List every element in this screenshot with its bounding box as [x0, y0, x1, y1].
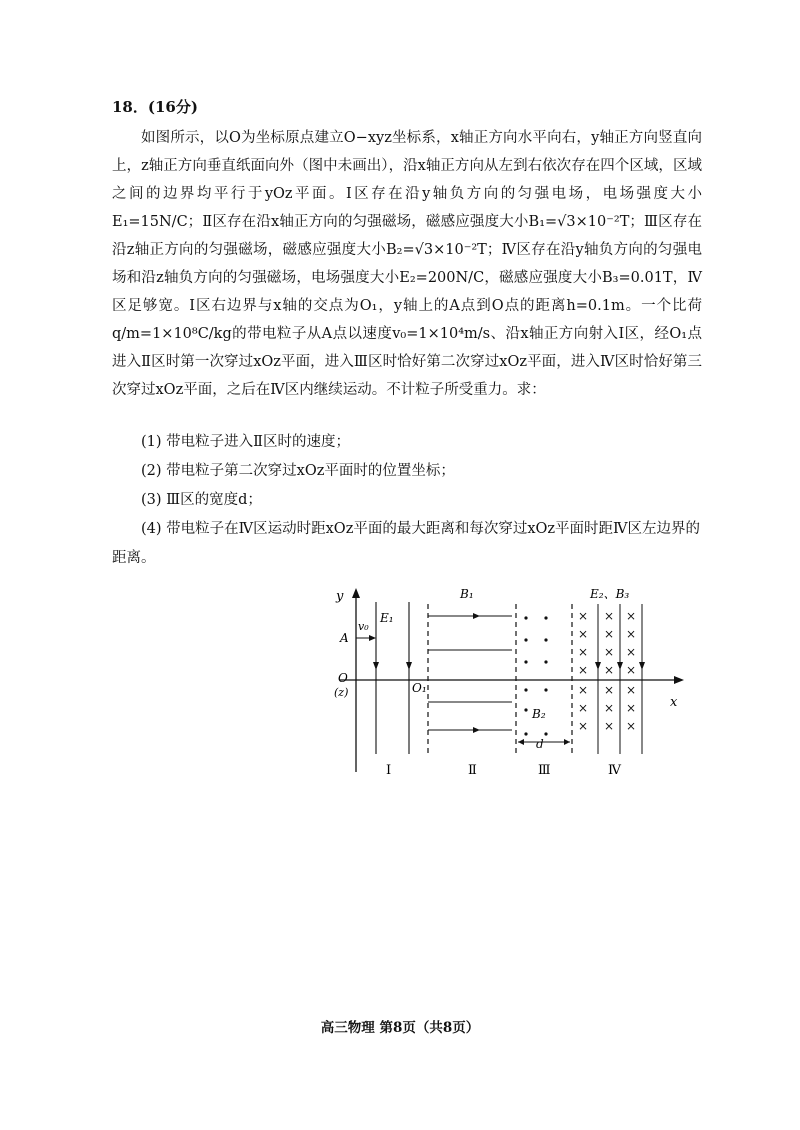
svg-text:×: ×	[578, 719, 589, 733]
y-axis-arrow	[352, 588, 360, 598]
svg-text:×: ×	[604, 663, 615, 677]
o1-label: O₁	[412, 681, 427, 695]
point-a-label: A	[340, 631, 349, 645]
sub-question-1: (1) 带电粒子进入Ⅱ区时的速度；	[141, 434, 351, 450]
origin-label: O	[338, 671, 348, 685]
field-regions-diagram	[320, 582, 700, 782]
svg-text:×: ×	[604, 627, 615, 641]
svg-text:×: ×	[604, 701, 615, 715]
e2-arrow-head	[617, 662, 623, 670]
question-paragraph: 如图所示，以O为坐标原点建立O−xyz坐标系，x轴正方向水平向右，y轴正方向竖直向上，z轴正方向垂直纸面向外（图中未画出），沿x轴正方向从左到右依次存在四个区域，区域之间的边界均平行于yOz平面。Ⅰ区存在沿y轴负方向的匀强电场，电场强度大小E₁=15N/C；Ⅱ区存在沿x轴正方向的匀强磁场，磁感应强度大小B₁=√3×10⁻²T；Ⅲ区存在沿z轴正方向的匀强磁场，磁感应强度大小B₂=√3×10⁻²T；Ⅳ区存在沿y轴负方向的匀强电场和沿z轴负方向的匀强磁场，电场强度大小E₂=200N/C，磁感应强度大小B₃=0.01T，Ⅳ区足够宽。Ⅰ区右边界与x轴的交点为O₁，y轴上的A点到O点的距离h=0.1m。一个比荷q/m=1×10⁸C/kg的带电粒子从A点以速度v₀=1×10⁴m/s、沿x轴正方向射入Ⅰ区，经O₁点进入Ⅱ区时第一次穿过xOz平面，进入Ⅲ区时恰好第二次穿过xOz平面，进入Ⅳ区时恰好第三次穿过xOz平面，之后在Ⅳ区内继续运动。不计粒子所受重力。求：	[112, 130, 702, 398]
sub-question-list	[112, 428, 702, 573]
x-axis-label: x	[670, 695, 678, 710]
region-label-1: Ⅰ	[386, 763, 392, 778]
svg-text:×: ×	[626, 719, 637, 733]
e1-arrow-head	[373, 662, 379, 670]
svg-text:×: ×	[626, 609, 637, 623]
b1-arrow-head	[473, 727, 480, 733]
v0-label: v₀	[358, 620, 369, 633]
e2b3-label: E₂、B₃	[590, 587, 630, 601]
e1-arrow-head	[406, 662, 412, 670]
svg-text:×: ×	[626, 627, 637, 641]
svg-text:×: ×	[578, 701, 589, 715]
svg-text:×: ×	[604, 609, 615, 623]
e2-arrow-head	[639, 662, 645, 670]
b2-label: B₂	[532, 707, 546, 721]
e2-arrow-head	[595, 662, 601, 670]
svg-text:×: ×	[626, 701, 637, 715]
sub-question-3: (3) Ⅲ区的宽度d；	[141, 492, 262, 508]
page-footer: 高三物理 第8页（共8页）	[320, 1020, 480, 1036]
svg-text:×: ×	[604, 719, 615, 733]
region-label-2: Ⅱ	[468, 763, 477, 778]
b1-arrow-head	[473, 613, 480, 619]
z-label: (z)	[334, 686, 349, 699]
b1-label: B₁	[460, 587, 474, 601]
x-axis-arrow	[674, 676, 684, 684]
d-arrow-left	[518, 739, 524, 745]
sub-question-4: (4) 带电粒子在Ⅳ区运动时距xOz平面的最大距离和每次穿过xOz平面时距Ⅳ区左边界的距离。	[112, 521, 701, 566]
svg-text:×: ×	[626, 683, 637, 697]
svg-text:×: ×	[626, 645, 637, 659]
sub-question-2: (2) 带电粒子第二次穿过xOz平面时的位置坐标；	[141, 463, 455, 479]
svg-text:×: ×	[578, 683, 589, 697]
svg-text:×: ×	[578, 609, 589, 623]
y-axis-label: y	[336, 589, 344, 604]
svg-text:×: ×	[604, 645, 615, 659]
svg-text:×: ×	[578, 627, 589, 641]
v0-arrow-head	[369, 635, 376, 641]
region-label-3: Ⅲ	[538, 763, 551, 778]
question-stem	[112, 124, 702, 404]
e1-label: E₁	[380, 611, 394, 625]
d-arrow-right	[564, 739, 570, 745]
b3-cross-field	[578, 609, 636, 733]
d-label: d	[536, 737, 544, 751]
svg-text:×: ×	[578, 645, 589, 659]
region-label-4: Ⅳ	[608, 763, 621, 778]
svg-text:×: ×	[604, 683, 615, 697]
question-number: 18．(16分)	[112, 98, 198, 116]
svg-text:×: ×	[578, 663, 589, 677]
svg-text:×: ×	[626, 663, 637, 677]
